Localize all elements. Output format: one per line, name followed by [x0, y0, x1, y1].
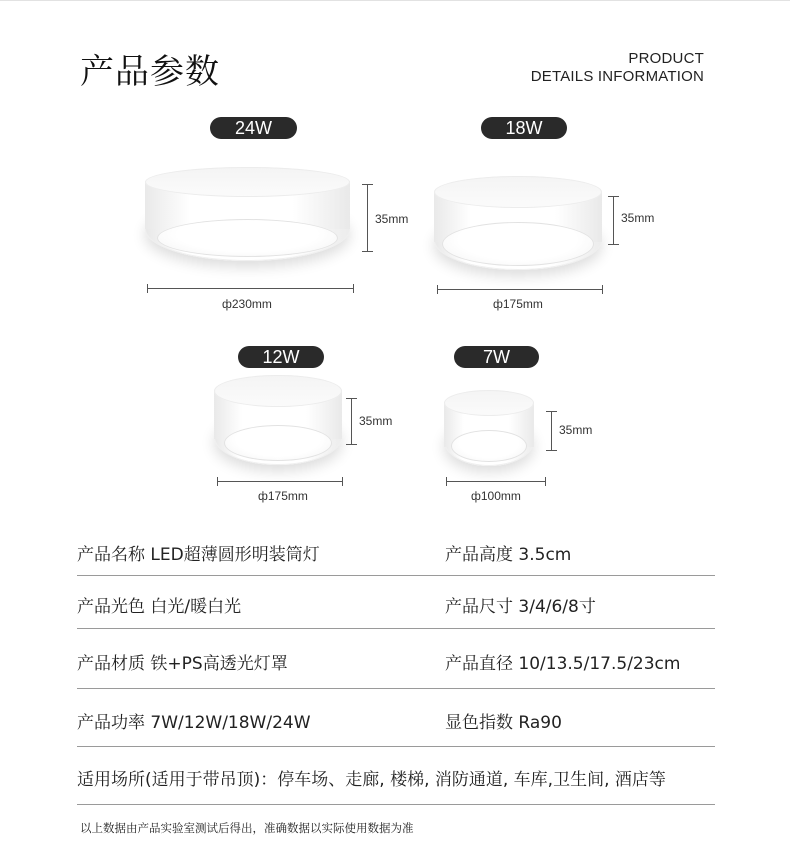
height-dimension-24w	[362, 184, 373, 252]
diameter-dimension-7w	[446, 477, 546, 486]
footnote: 以上数据由产品实验室测试后得出，准确数据以实际使用数据为准	[80, 821, 414, 835]
spec-power: 产品功率 7W/12W/18W/24W	[77, 713, 311, 733]
spec-diameter: 产品直径 10/13.5/17.5/23cm	[445, 654, 681, 674]
spec-divider	[77, 746, 715, 747]
diameter-label-24w: ф230mm	[222, 297, 272, 311]
spec-applicable-places: 适用场所(适用于带吊顶)：停车场、走廊, 楼梯, 消防通道, 车库,卫生间, 酒店等	[77, 770, 666, 790]
spec-light-color: 产品光色 白光/暖白光	[77, 597, 242, 617]
spec-product-size: 产品尺寸 3/4/6/8寸	[445, 597, 596, 617]
diameter-dimension-24w	[147, 284, 354, 293]
spec-color-rendering-index: 显色指数 Ra90	[445, 713, 562, 733]
height-label-24w: 35mm	[375, 212, 409, 226]
wattage-badge-24w: 24W	[210, 117, 297, 139]
page-title: 产品参数	[80, 52, 220, 92]
height-label-7w: 35mm	[559, 423, 593, 437]
subtitle-line-1: PRODUCT	[628, 50, 704, 67]
height-label-12w: 35mm	[359, 414, 393, 428]
height-dimension-7w	[546, 411, 557, 451]
lamp-7w-image	[444, 390, 534, 466]
spec-divider	[77, 688, 715, 689]
spec-divider	[77, 628, 715, 629]
wattage-badge-12w: 12W	[238, 346, 324, 368]
lamp-12w-image	[214, 375, 342, 465]
spec-material: 产品材质 铁+PS高透光灯罩	[77, 654, 288, 674]
wattage-badge-18w: 18W	[481, 117, 567, 139]
lamp-24w-image	[145, 167, 350, 262]
spec-product-name: 产品名称 LED超薄圆形明装筒灯	[77, 545, 320, 565]
height-dimension-12w	[346, 398, 357, 445]
diameter-label-12w: ф175mm	[258, 489, 308, 503]
diameter-label-7w: ф100mm	[471, 489, 521, 503]
diameter-dimension-12w	[217, 477, 343, 486]
lamp-18w-image	[434, 176, 602, 270]
wattage-badge-7w: 7W	[454, 346, 539, 368]
spec-divider	[77, 804, 715, 805]
diameter-dimension-18w	[437, 285, 603, 294]
spec-product-height: 产品高度 3.5cm	[445, 545, 572, 565]
page-subtitle	[531, 50, 704, 86]
top-rule	[0, 0, 790, 1]
spec-divider	[77, 575, 715, 576]
diameter-label-18w: ф175mm	[493, 297, 543, 311]
height-label-18w: 35mm	[621, 211, 655, 225]
subtitle-line-2: DETAILS INFORMATION	[530, 68, 704, 85]
height-dimension-18w	[608, 196, 619, 245]
